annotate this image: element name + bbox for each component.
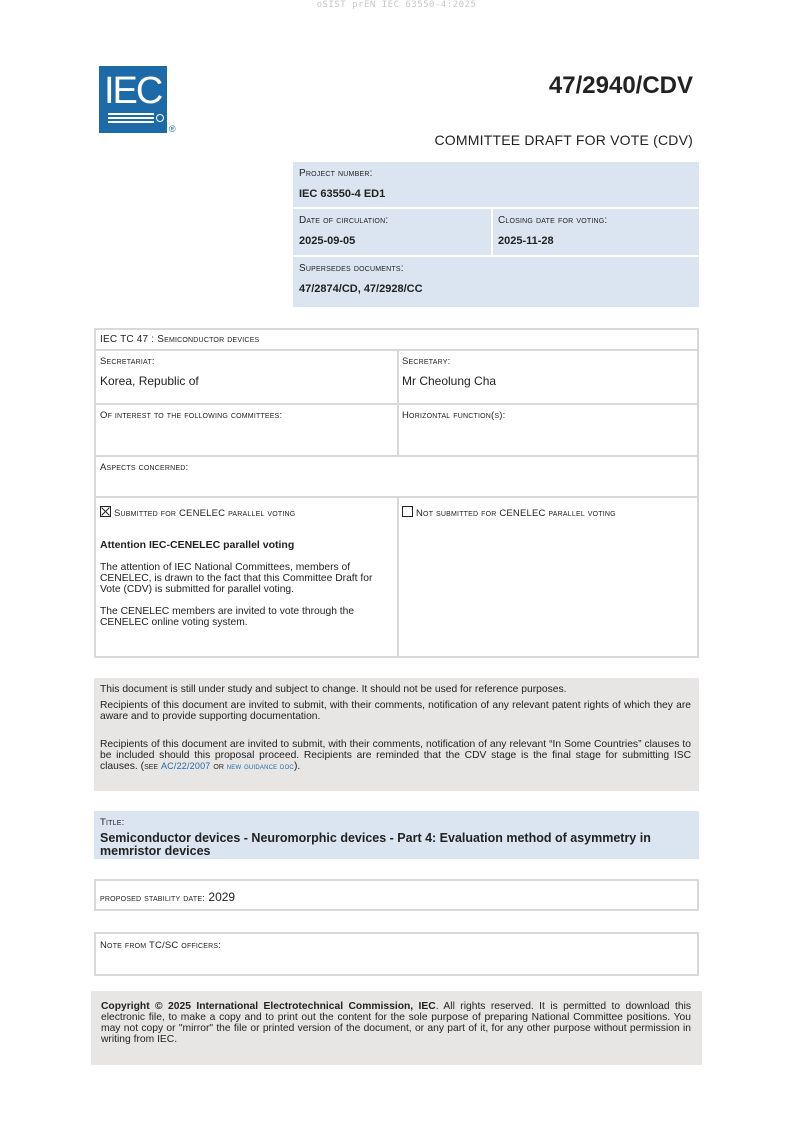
project-number: IEC 63550-4 ED1	[299, 188, 386, 200]
note-label: Note from TC/SC officers:	[100, 940, 222, 951]
circulation-date-label: Date of circulation:	[299, 215, 389, 226]
copyright-box	[91, 991, 702, 1065]
closing-date-label: Closing date for voting:	[498, 215, 608, 226]
notice-end: ).	[293, 761, 301, 772]
stability-date-label: proposed stability date:	[100, 893, 206, 904]
stability-date-value: 2029	[208, 890, 236, 904]
interest-committees-label: Of interest to the following committees:	[100, 410, 283, 421]
project-info-box	[293, 162, 699, 307]
supersedes-documents: 47/2874/CD, 47/2928/CC	[299, 283, 423, 295]
not-submitted-checkbox[interactable]	[402, 506, 413, 517]
stability-date-box	[94, 879, 699, 911]
copyright-holder: Copyright © 2025 International Electrotechnical Commission, IEC	[101, 1001, 436, 1012]
ac-22-2007-link[interactable]: AC/22/2007	[160, 761, 211, 771]
document-kind: COMMITTEE DRAFT FOR VOTE (CDV)	[434, 132, 693, 148]
not-submitted-cenelec-option[interactable]	[402, 506, 616, 519]
closing-date: 2025-11-28	[498, 235, 554, 247]
secretariat-label: Secretariat:	[100, 356, 155, 367]
logo-line	[108, 117, 154, 119]
secretary-label: Secretary:	[402, 356, 451, 367]
notice-paragraph-1: This document is still under study and subject to change. It should not be used for reference purposes.	[100, 684, 567, 695]
submitted-cenelec-option[interactable]	[100, 506, 390, 519]
secretary-value: Mr Cheolung Cha	[402, 374, 497, 388]
not-submitted-label: Not submitted for CENELEC parallel voting	[416, 508, 616, 519]
document-number: 47/2940/CDV	[548, 72, 693, 99]
notice-paragraph-2: Recipients of this document are invited to submit, with their comments, notification of any relevant patent rights of which they are aware and to provide supporting documentation.	[100, 700, 691, 722]
registered-mark: ®	[169, 124, 176, 134]
secretariat-value: Korea, Republic of	[100, 374, 199, 388]
logo-text: IEC	[104, 70, 162, 112]
circulation-date: 2025-09-05	[299, 235, 356, 247]
notice-paragraph-3	[100, 739, 691, 772]
see-text: see	[144, 761, 159, 772]
logo-line	[108, 113, 154, 115]
title-box	[94, 811, 699, 859]
logo-dot	[156, 114, 164, 122]
copyright-text: . All rights reserved. It is permitted to download this electronic file, to make a copy and to print out the content for the sole purpose of preparing National Committee positions. You may not copy or "mirror" the file or printed version of the document, or any part of it, for any other purpose without permission in writing from IEC.	[101, 1001, 691, 1045]
submitted-checkbox[interactable]	[100, 506, 111, 517]
or-text: or	[213, 761, 224, 772]
supersedes-label: Supersedes documents:	[299, 263, 404, 274]
title-label: Title:	[100, 817, 125, 828]
new-guidance-doc-link[interactable]: new guidance doc	[226, 761, 294, 771]
project-number-label: Project number:	[299, 168, 373, 179]
attention-title: Attention IEC-CENELEC parallel voting	[100, 539, 295, 551]
cenelec-members-text: The CENELEC members are invited to vote through the CENELEC online voting system.	[100, 606, 355, 628]
aspects-concerned-label: Aspects concerned:	[100, 462, 189, 473]
tc-name: IEC TC 47 : Semiconductor devices	[100, 334, 260, 345]
note-box	[94, 932, 699, 976]
watermark: oSIST prEN IEC 63550-4:2025	[316, 0, 477, 10]
attention-text: The attention of IEC National Committees, members of CENELEC, is drawn to the fact that this Committee Draft for Vote (CDV) is submitted for parallel voting.	[100, 562, 373, 595]
document-title: Semiconductor devices - Neuromorphic devices - Part 4: Evaluation method of asymmetry in memristor devices	[100, 831, 651, 858]
notice-paragraph-3-text: Recipients of this document are invited to submit, with their comments, notification of any relevant “In Some Countries” clauses to be included should this proposal proceed. Recipients are reminded that the CDV stage is the final stage for submitting ISC clauses. (	[100, 739, 691, 772]
logo-line	[108, 121, 154, 123]
study-notice	[94, 678, 699, 791]
submitted-label: Submitted for CENELEC parallel voting	[114, 508, 296, 519]
horizontal-function-label: Horizontal function(s):	[402, 410, 506, 421]
committee-table	[94, 328, 699, 658]
iec-logo	[99, 66, 167, 133]
